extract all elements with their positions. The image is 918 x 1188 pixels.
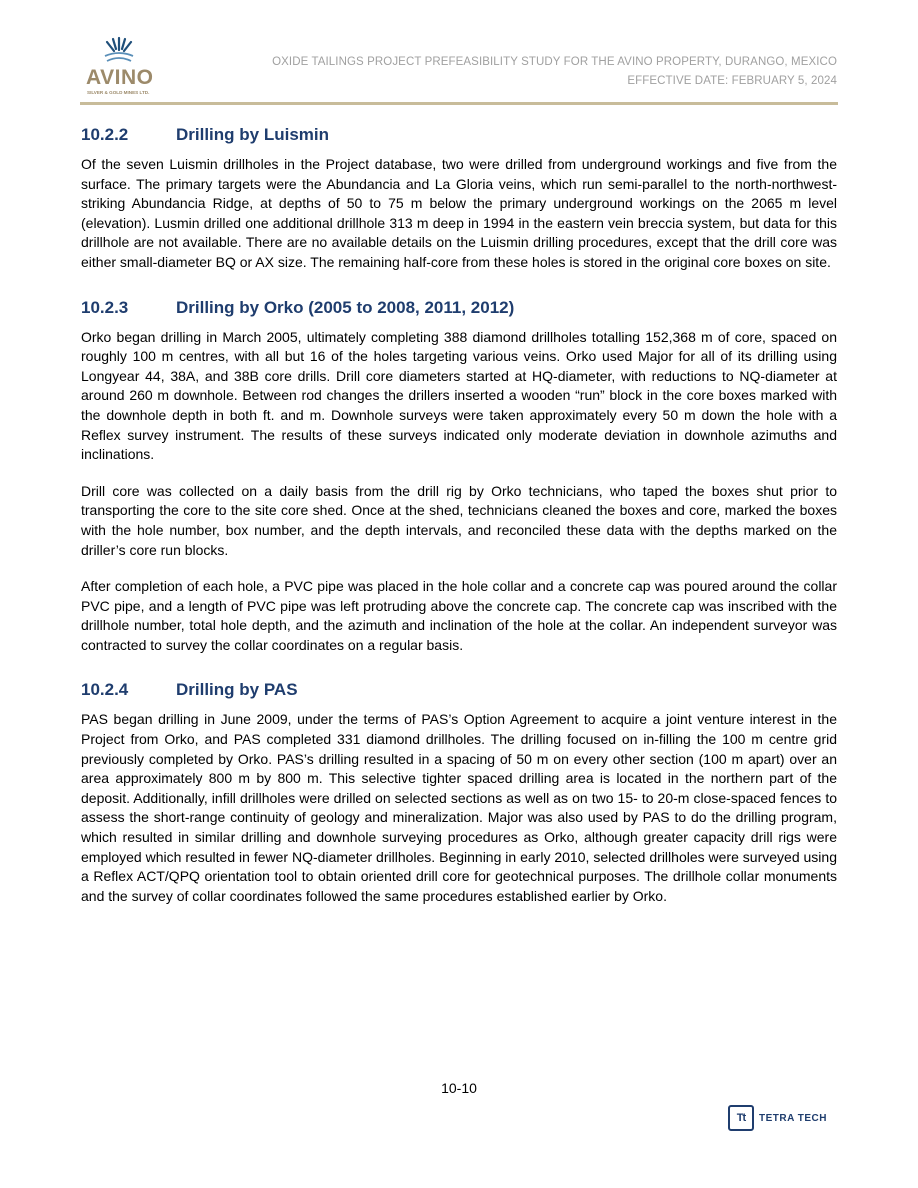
section-number: 10.2.4 (81, 680, 129, 700)
section-drilling-by-orko (81, 297, 837, 656)
paragraph: Orko began drilling in March 2005, ultimately completing 388 diamond drillholes totalling 152,368 m of core, spaced on roughly 100 m centres, with all but 16 of the holes targeting various veins. Orko used Major for all of its drilling using Longyear 44, 38A, and 38B core drills. Drill core diameters started at HQ-diameter, with reductions to NQ-diameter at around 260 m downhole. Between rod changes the drillers inserted a wooden “run” block in the core boxes marked with the downhole depth in both ft. and m. Downhole surveys were taken approximately every 50 m down the hole with a Reflex survey instrument. The results of these surveys indicated only moderate deviation in downhole azimuths and inclinations. (81, 328, 837, 463)
tetra-tech-mark-text: Tt (736, 1112, 746, 1124)
tetra-tech-logo-text: TETRA TECH (759, 1112, 827, 1124)
avino-logo-name: AVINO (86, 66, 154, 89)
section-title: Drilling by Luismin (176, 125, 330, 144)
paragraph: PAS began drilling in June 2009, under the terms of PAS’s Option Agreement to acquire a joint venture interest in the Project from Orko, and PAS completed 331 diamond drillholes. The drilling focused on in-filling the 100 m centre grid previously completed by Orko. PAS’s drilling resulted in a spacing of 50 m on every other section (100 m apart) over an area approximately 800 m by 800 m. This selective tighter spaced drilling area is located in the northern part of the deposit. Additionally, infill drillholes were drilled on selected sections as well as on two 15- to 20-m close-spaced fences to assess the short-range continuity of geology and mineralization. Major was also used by PAS to do the drilling program, which resulted in similar drilling and downhole surveying procedures as Orko, although greater capacity drill rigs were employed which resulted in fewer NQ-diameter drillholes. Beginning in early 2010, selected drillholes were surveyed using a Reflex ACT/QPQ orientation tool to obtain oriented drill core for geotechnical purposes. The drillhole collar monuments and the survey of collar coordinates followed the same procedures established earlier by Orko. (81, 711, 837, 904)
avino-mountain-icon (102, 36, 136, 66)
section-heading (81, 124, 837, 146)
page-number: 10-10 (441, 1080, 477, 1096)
section-heading (81, 297, 837, 319)
section-drilling-by-pas (81, 679, 837, 906)
header-divider (80, 102, 838, 105)
header-title: OXIDE TAILINGS PROJECT PREFEASIBILITY STUDY FOR THE AVINO PROPERTY, DURANGO, MEXICO (272, 56, 837, 68)
avino-logo (84, 36, 156, 100)
avino-logo-tagline: SILVER & GOLD MINES LTD. (87, 90, 150, 95)
tetra-tech-mark-icon (728, 1105, 754, 1131)
paragraph: Drill core was collected on a daily basis from the drill rig by Orko technicians, who taped the boxes shut prior to transporting the core to the site core shed. Once at the shed, technicians cleaned the boxes and core, marked the boxes with the hole number, box number, and the depth intervals, and reconciled these data with the depths marked on the driller’s core run blocks. (81, 482, 837, 558)
tetra-tech-logo (728, 1105, 827, 1131)
section-drilling-by-luismin (81, 124, 837, 273)
section-number: 10.2.2 (81, 125, 129, 144)
section-number: 10.2.3 (81, 297, 129, 317)
document-header (272, 53, 837, 91)
header-effective-date: EFFECTIVE DATE: FEBRUARY 5, 2024 (627, 75, 837, 87)
section-heading (81, 679, 837, 701)
section-title: Drilling by Orko (2005 to 2008, 2011, 2012) (176, 297, 515, 317)
paragraph: Of the seven Luismin drillholes in the Project database, two were drilled from underground workings and five from the surface. The primary targets were the Abundancia and La Gloria veins, which run semi-parallel to the north-northwest-striking Abundancia Ridge, at depths of 50 to 75 m below the primary underground workings on the 2065 m level (elevation). Lusmin drilled one additional drillhole 313 m deep in 1994 in the eastern vein breccia system, but data for this drillhole are not available. There are no available details on the Luismin drilling procedures, except that the drill core was either small-diameter BQ or AX size. The remaining half-core from these holes is stored in the original core boxes on site. (81, 156, 837, 270)
paragraph: After completion of each hole, a PVC pipe was placed in the hole collar and a concrete cap was poured around the collar PVC pipe, and a length of PVC pipe was left protruding above the concrete cap. The concrete cap was inscribed with the drillhole number, total hole depth, and the azimuth and inclination of the hole at the collar. An independent surveyor was contracted to survey the collar coordinates on a regular basis. (81, 578, 837, 653)
section-title: Drilling by PAS (176, 680, 298, 700)
document-body (81, 124, 837, 930)
